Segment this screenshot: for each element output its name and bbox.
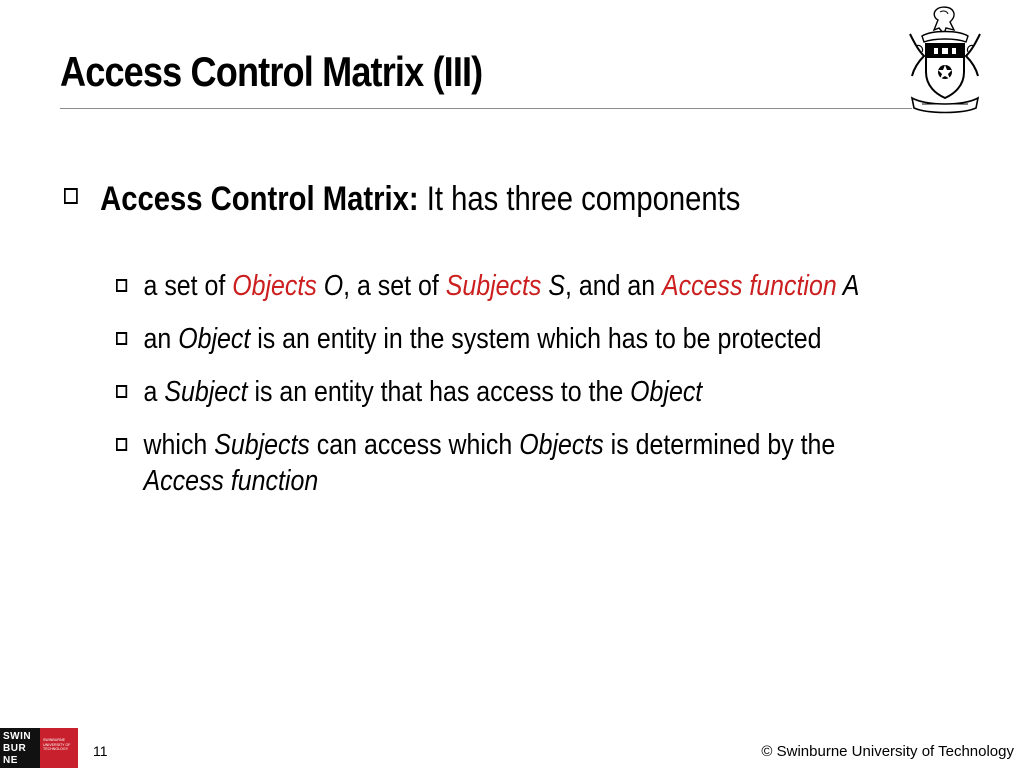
copyright-notice: © Swinburne University of Technology: [761, 743, 1014, 760]
slide-title: Access Control Matrix (III): [60, 48, 483, 95]
logo-wordmark-line: SWIN: [3, 731, 32, 742]
checkbox-bullet-icon: [116, 438, 127, 451]
checkbox-bullet-icon: [116, 385, 127, 398]
title-divider: [60, 108, 912, 109]
sub-bullet-text: is an entity that has access to the: [247, 376, 631, 408]
logo-wordmark: [0, 728, 40, 768]
checkbox-bullet-icon: [116, 279, 127, 292]
sub-bullet-text: is an entity in the system which has to be protected: [250, 323, 822, 355]
sub-bullet-text: Object: [178, 323, 251, 355]
sub-bullet-text: S: [541, 270, 565, 302]
sub-bullet: [116, 321, 993, 357]
main-bullet-text: It has three components: [418, 180, 741, 218]
sub-bullet-text: Object: [630, 376, 703, 408]
sub-bullet-text: Subjects: [214, 429, 310, 461]
sub-bullet: [116, 427, 993, 499]
sub-bullet: [116, 268, 993, 304]
main-bullet-lead: Access Control Matrix:: [100, 180, 419, 218]
checkbox-bullet-icon: [64, 188, 78, 204]
sub-bullet-text: , and an: [564, 270, 663, 302]
sub-bullet-text: A: [836, 270, 860, 302]
sub-bullet-text: , a set of: [343, 270, 446, 302]
logo-university-label: [40, 728, 78, 768]
sub-bullet-text: a: [143, 376, 165, 408]
crest-icon: [906, 6, 984, 114]
sub-bullet-text: is determined by the: [603, 429, 836, 461]
sub-bullet-text: can access which: [309, 429, 520, 461]
sub-bullet-text: an: [143, 323, 179, 355]
sub-bullet-list: [116, 268, 993, 516]
sub-bullet-text: which: [143, 429, 215, 461]
sub-bullet-text: O: [316, 270, 344, 302]
logo-label-line: SWINBURNE: [43, 738, 65, 742]
sub-bullet-text: Access function: [143, 465, 319, 497]
logo-label-line: UNIVERSITY OF: [43, 742, 71, 747]
logo-wordmark-line: BUR: [3, 743, 27, 754]
sub-bullet-text: Access function: [662, 270, 837, 302]
page-number: 11: [93, 743, 108, 759]
logo-wordmark-line: NE: [3, 755, 18, 766]
sub-bullet-text: Objects: [519, 429, 604, 461]
sub-bullet-text: Subject: [164, 376, 248, 408]
swinburne-logo: [0, 728, 78, 768]
sub-bullet: [116, 374, 993, 410]
main-bullet: [64, 180, 740, 219]
sub-bullet-text: Subjects: [445, 270, 542, 302]
logo-label-line: TECHNOLOGY: [43, 747, 69, 751]
sub-bullet-text: Objects: [232, 270, 317, 302]
checkbox-bullet-icon: [116, 332, 127, 345]
sub-bullet-text: a set of: [143, 270, 233, 302]
